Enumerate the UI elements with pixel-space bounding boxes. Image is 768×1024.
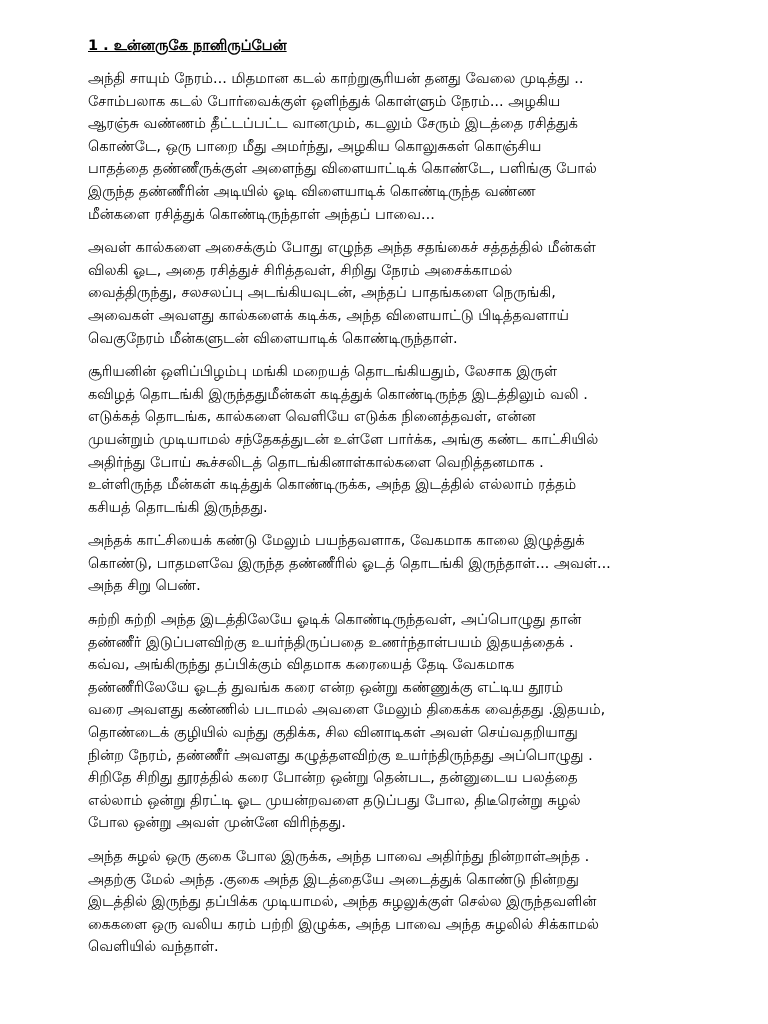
- text-line: பாதத்தை தண்ணீருக்குள் அளைந்து விளையாட்டிக் கொண்டே, பளிங்கு போல்: [88, 161, 597, 178]
- document-page: [88, 36, 688, 970]
- text-line: கொண்டு, பாதமளவே இருந்த தண்ணீரில் ஓடத் தொடங்கி இருந்தாள்... அவள்...: [88, 555, 611, 572]
- text-line: மீன்களை ரசித்துக் கொண்டிருந்தாள் அந்தப் பாவை...: [88, 206, 435, 223]
- text-line: அந்தி சாயும் நேரம்... மிதமான கடல் காற்றுசூரியன் தனது வேலை முடித்து ..: [88, 71, 584, 87]
- text-line: சிறிதே சிறிது தூரத்தில் கரை போன்ற ஒன்று தென்பட, தன்னுடைய பலத்தை: [88, 770, 578, 787]
- text-line: தண்ணீர் இடுப்பளவிற்கு உயர்ந்திருப்பதை உணர்ந்தாள்பயம் இதயத்தைக் .: [88, 634, 574, 651]
- text-line: அந்த சுழல் ஒரு குகை போல இருக்க, அந்த பாவை அதிர்ந்து நின்றாள்அந்த .: [88, 849, 590, 865]
- text-line: வெளியில் வந்தாள்.: [88, 939, 219, 956]
- text-line: இடத்தில் இருந்து தப்பிக்க முடியாமல், அந்த சுழலுக்குள் செல்ல இருந்தவளின்: [88, 894, 597, 911]
- text-line: அந்த சிறு பெண்.: [88, 578, 201, 595]
- text-line: முயன்றும் முடியாமல் சந்தேகத்துடன் உள்ளே பார்க்க, அங்கு கண்ட காட்சியில்: [88, 431, 599, 448]
- text-line: எடுக்கத் தொடங்க, கால்களை வெளியே எடுக்க நினைத்தவள், என்ன: [88, 409, 536, 426]
- paragraph: [88, 609, 688, 835]
- text-line: அதிர்ந்து போய் கூச்சலிடத் தொடங்கினாள்கால்களை வெறித்தனமாக .: [88, 454, 544, 471]
- paragraph: [88, 68, 688, 226]
- text-line: அவைகள் அவளது கால்களைக் கடிக்க, அந்த விளையாட்டு பிடித்தவளாய்: [88, 307, 569, 324]
- text-line: கசியத் தொடங்கி இருந்தது.: [88, 499, 268, 516]
- chapter-title: 1 . உன்னருகே நானிருப்பேன்: [88, 38, 287, 54]
- text-line: தொண்டைக் குழியில் வந்து குதிக்க, சில வினாடிகள் அவள் செய்வதறியாது: [88, 725, 578, 742]
- text-line: அவள் கால்களை அசைக்கும் போது எழுந்த அந்த சதங்கைச் சத்தத்தில் மீன்கள்: [88, 240, 596, 257]
- text-line: வெகுநேரம் மீன்களுடன் விளையாடிக் கொண்டிருந்தாள்.: [88, 330, 458, 347]
- text-line: கொண்டே, ஒரு பாறை மீது அமர்ந்து, அழகிய கொலுசுகள் கொஞ்சிய: [88, 138, 542, 155]
- text-line: வைத்திருந்து, சலசலப்பு அடங்கியவுடன், அந்தப் பாதங்களை நெருங்கி,: [88, 285, 556, 302]
- text-line: கவிழத் தொடங்கி இருந்ததுமீன்கள் கடித்துக் கொண்டிருந்த இடத்திலும் வலி .: [88, 386, 588, 403]
- paragraph: [88, 530, 688, 598]
- text-line: சுற்றி சுற்றி அந்த இடத்திலேயே ஓடிக் கொண்டிருந்தவள், அப்பொழுது தான்: [88, 612, 582, 629]
- text-line: இருந்த தண்ணீரின் அடியில் ஓடி விளையாடிக் கொண்டிருந்த வண்ண: [88, 183, 536, 200]
- text-line: ஆரஞ்சு வண்ணம் தீட்டப்பட்ட வானமும், கடலும் சேரும் இடத்தை ரசித்துக்: [88, 116, 578, 133]
- document-body: [88, 68, 688, 959]
- text-line: கவ்வ, அங்கிருந்து தப்பிக்கும் விதமாக கரையைத் தேடி வேகமாக: [88, 657, 515, 674]
- text-line: அதற்கு மேல் அந்த .குகை அந்த இடத்தையே அடைத்துக் கொண்டு நின்றது: [88, 871, 579, 888]
- text-line: நின்ற நேரம், தண்ணீர் அவளது கழுத்தளவிற்கு உயர்ந்திருந்தது அப்பொழுது .: [88, 747, 593, 764]
- text-line: தண்ணீரிலேயே ஓடத் துவங்க கரை என்ற ஒன்று கண்ணுக்கு எட்டிய தூரம்: [88, 679, 564, 696]
- text-line: போல ஒன்று அவள் முன்னே விரிந்தது.: [88, 815, 346, 832]
- text-line: உள்ளிருந்த மீன்கள் கடித்துக் கொண்டிருக்க, அந்த இடத்தில் எல்லாம் ரத்தம்: [88, 477, 577, 494]
- text-line: கைகளை ஒரு வலிய கரம் பற்றி இழுக்க, அந்த பாவை அந்த சுழலில் சிக்காமல்: [88, 916, 599, 933]
- paragraph: [88, 237, 688, 350]
- text-line: விலகி ஓட, அதை ரசித்துச் சிரித்தவள், சிறிது நேரம் அசைக்காமல்: [88, 262, 513, 279]
- paragraph: [88, 846, 688, 959]
- text-line: சூரியனின் ஒளிப்பிழம்பு மங்கி மறையத் தொடங்கியதும், லேசாக இருள்: [88, 364, 558, 381]
- text-line: எல்லாம் ஒன்று திரட்டி ஓட முயன்றவளை தடுப்பது போல, திடீரென்று சுழல்: [88, 792, 581, 809]
- paragraph: [88, 361, 688, 519]
- text-line: அந்தக் காட்சியைக் கண்டு மேலும் பயந்தவளாக, வேகமாக காலை இழுத்துக்: [88, 533, 585, 550]
- text-line: சோம்பலாக கடல் போர்வைக்குள் ஒளிந்துக் கொள்ளும் நேரம்... அழகிய: [88, 93, 561, 110]
- text-line: வரை அவளது கண்ணில் படாமல் அவளை மேலும் திகைக்க வைத்தது .இதயம்,: [88, 702, 606, 719]
